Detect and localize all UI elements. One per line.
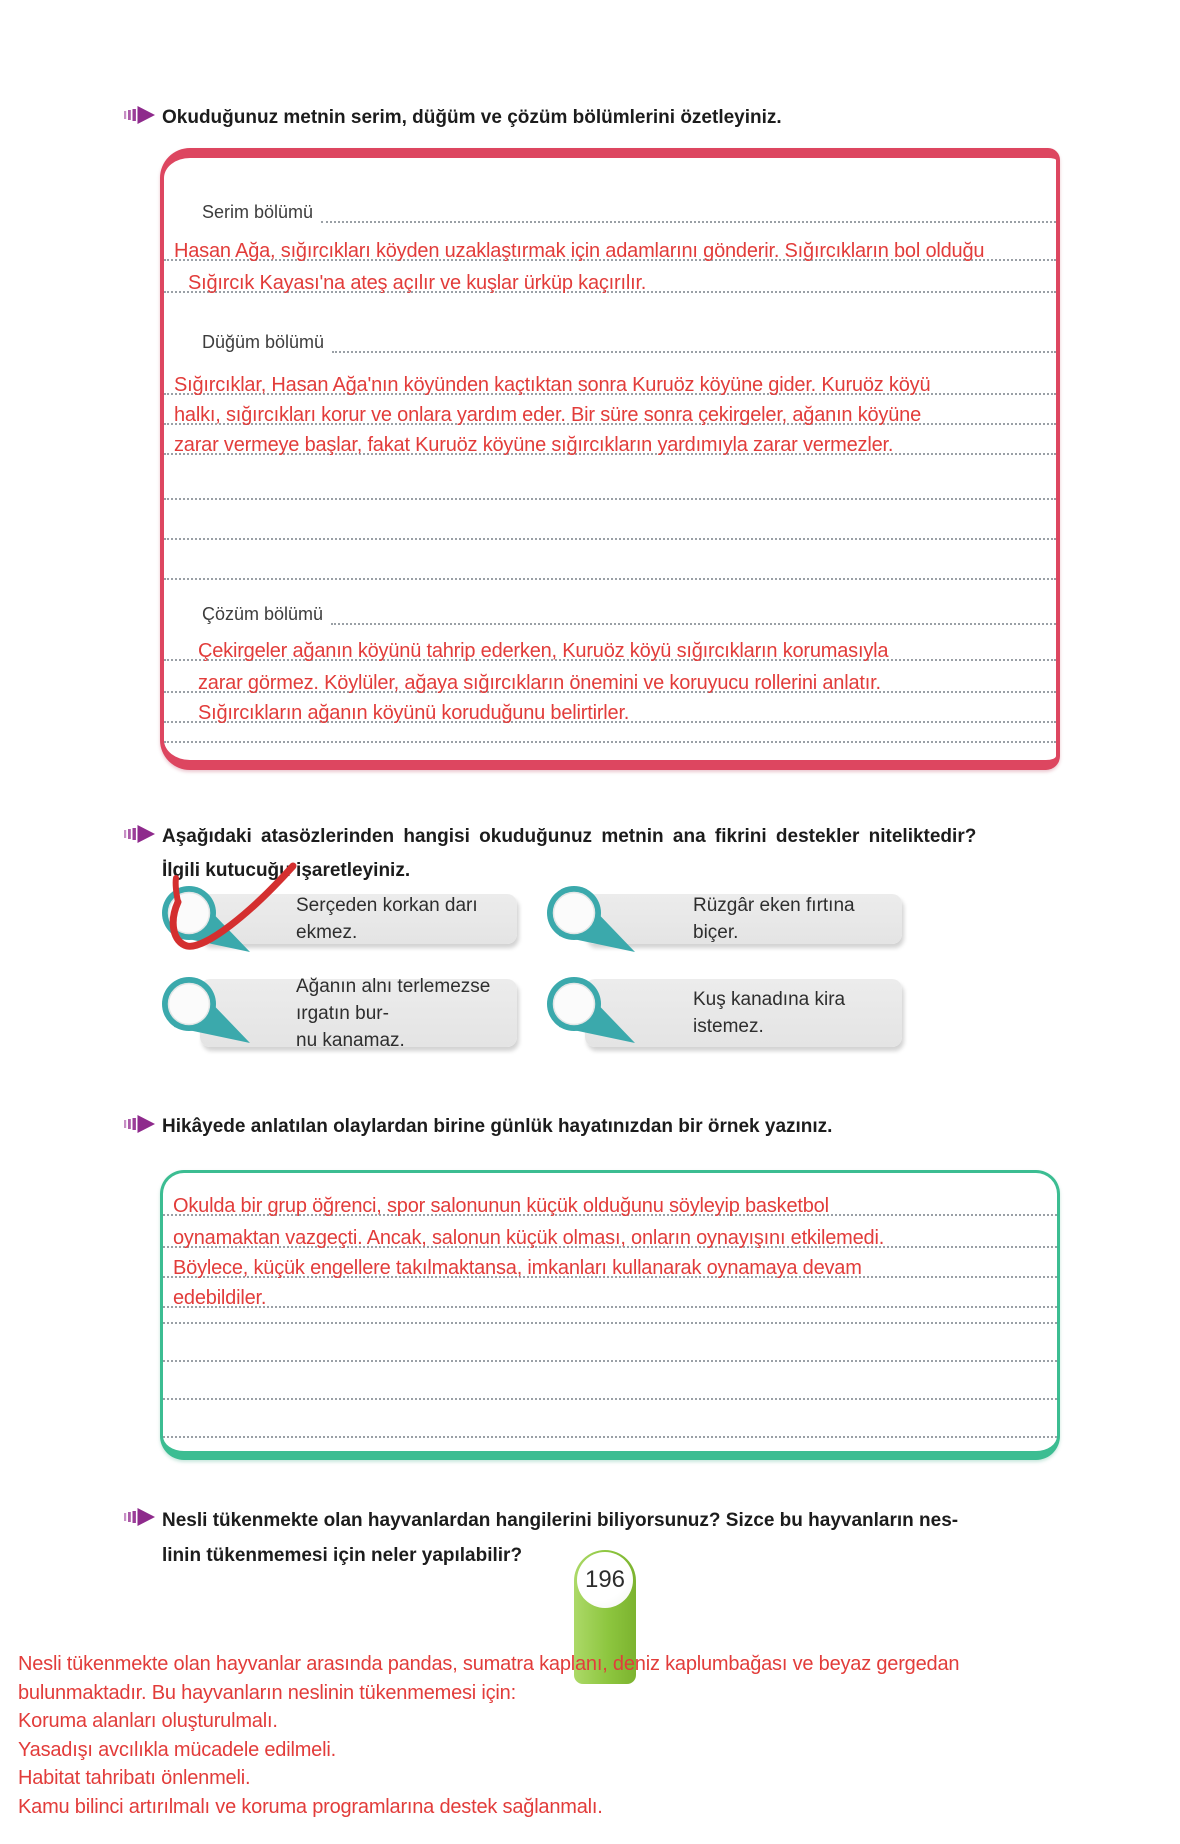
- example-answer-box: [160, 1170, 1060, 1460]
- empty-answer-line[interactable]: [163, 1358, 1057, 1400]
- red-checkmark-icon: [146, 850, 310, 960]
- answer-line[interactable]: [163, 1188, 1057, 1216]
- question-text: Nesli tükenmekte olan hayvanlardan hangilerini biliyorsunuz? Sizce bu hayvanların nes-: [162, 1510, 959, 1531]
- empty-answer-line[interactable]: [164, 498, 1056, 540]
- handwritten-answer: Sığırcık Kayası'na ateş açılır ve kuşlar ürküp kaçırılır.: [188, 272, 647, 294]
- handwritten-answer: Sığırcıklar, Hasan Ağa'nın köyünden kaçtıktan sonra Kuruöz köyüne gider. Kuruöz köyü: [174, 374, 931, 396]
- answer-line[interactable]: [164, 233, 1056, 261]
- option-label: Serçeden korkan darı ekmez.: [296, 895, 478, 943]
- teal-circle-marker-icon[interactable]: [160, 975, 256, 1047]
- question-text: Hikâyede anlatılan olaylardan birine günlük hayatınızdan bir örnek yazınız.: [162, 1116, 833, 1137]
- handwritten-answer: zarar vermeye başlar, fakat Kuruöz köyüne sığırcıkların yardımıyla zarar vermezler.: [174, 434, 894, 456]
- answer-line[interactable]: [164, 665, 1056, 693]
- extinction-handwritten-answer: [18, 1650, 959, 1822]
- teal-circle-marker-icon[interactable]: [545, 884, 641, 956]
- striped-arrow-icon: [124, 1115, 156, 1133]
- empty-answer-line[interactable]: [163, 1396, 1057, 1438]
- dotted-line: [321, 195, 1056, 223]
- question-text: Aşağıdaki atasözlerinden hangisi okuduğunuz metnin ana fikrini destekler niteliktedir?: [162, 826, 977, 847]
- handwritten-answer: zarar görmez. Köylüler, ağaya sığırcıkların önemini ve koruyucu rollerini anlatır.: [198, 672, 881, 694]
- handwritten-answer: halkı, sığırcıkları korur ve onlara yardım eder. Bir süre sonra çekirgeler, ağanın köyüne: [174, 404, 922, 426]
- answer-line[interactable]: [163, 1250, 1057, 1278]
- empty-answer-line[interactable]: [163, 1320, 1057, 1362]
- option-label: Ağanın alnı terlemezse ırgatın bur-: [296, 975, 491, 1024]
- section-label-cozum: Çözüm bölümü: [202, 604, 324, 624]
- question-text: İlgili kutucuğu işaretleyiniz.: [162, 860, 411, 881]
- question-extinction: [162, 1503, 958, 1573]
- handwritten-answer: Kamu bilinci artırılmalı ve koruma programlarına destek sağlanmalı.: [18, 1795, 603, 1818]
- handwritten-answer: oynamaktan vazgeçti. Ancak, salonun küçük olması, onların oynayışını etkilemedi.: [173, 1227, 885, 1249]
- proverb-option-2[interactable]: [545, 884, 902, 956]
- answer-line[interactable]: [164, 367, 1056, 395]
- section-label-row: [164, 327, 1056, 353]
- handwritten-answer: Yasadışı avcılıkla mücadele edilmeli.: [18, 1738, 336, 1761]
- question-text: Okuduğunuz metnin serim, düğüm ve çözüm bölümlerini özetleyiniz.: [162, 107, 782, 128]
- handwritten-answer: Nesli tükenmekte olan hayvanlar arasında pandas, sumatra kaplanı, deniz kaplumbağası ve beyaz gergedan: [18, 1653, 960, 1675]
- summary-answer-box: [160, 148, 1060, 770]
- option-label: Rüzgâr eken fırtına biçer.: [693, 895, 855, 943]
- answer-line[interactable]: [164, 265, 1056, 293]
- handwritten-answer: edebildiler.: [173, 1287, 267, 1309]
- option-label: nu kanamaz.: [296, 1029, 405, 1051]
- striped-arrow-icon: [124, 106, 156, 124]
- question-summarize: [162, 101, 782, 135]
- empty-answer-line[interactable]: [164, 458, 1056, 500]
- teal-circle-marker-icon[interactable]: [545, 975, 641, 1047]
- handwritten-answer: Böylece, küçük engellere takılmaktansa, imkanları kullanarak oynamaya devam: [173, 1257, 862, 1279]
- handwritten-answer: Habitat tahribatı önlenmeli.: [18, 1767, 251, 1790]
- answer-line[interactable]: [164, 427, 1056, 455]
- answer-line[interactable]: [164, 695, 1056, 723]
- answer-line[interactable]: [164, 633, 1056, 661]
- dotted-line: [332, 325, 1056, 353]
- empty-answer-line[interactable]: [164, 724, 1056, 743]
- empty-answer-line[interactable]: [164, 538, 1056, 580]
- striped-arrow-icon: [124, 825, 156, 843]
- dotted-line: [331, 597, 1056, 625]
- handwritten-answer: bulunmaktadır. Bu hayvanların neslinin tükenmemesi için:: [18, 1681, 516, 1704]
- question-example: [162, 1110, 832, 1144]
- question-text: linin tükenmemesi için neler yapılabilir?: [162, 1545, 523, 1566]
- handwritten-answer: Hasan Ağa, sığırcıkları köyden uzaklaştırmak için adamlarını gönderir. Sığırcıkların bol olduğu: [174, 240, 985, 262]
- striped-arrow-icon: [124, 1508, 156, 1526]
- proverb-option-3[interactable]: [160, 975, 517, 1065]
- page-number: 196: [577, 1552, 633, 1608]
- section-label-dugum: Düğüm bölümü: [202, 332, 325, 352]
- section-label-serim: Serim bölümü: [202, 202, 314, 222]
- answer-line[interactable]: [163, 1220, 1057, 1248]
- handwritten-answer: Koruma alanları oluşturulmalı.: [18, 1710, 278, 1733]
- section-label-row: [164, 197, 1056, 223]
- answer-line[interactable]: [164, 397, 1056, 425]
- handwritten-answer: Çekirgeler ağanın köyünü tahrip ederken, Kuruöz köyü sığırcıkların korumasıyla: [198, 640, 889, 662]
- handwritten-answer: Sığırcıkların ağanın köyünü koruduğunu belirtirler.: [198, 702, 630, 724]
- handwritten-answer: Okulda bir grup öğrenci, spor salonunun küçük olduğunu söyleyip basketbol: [173, 1195, 829, 1217]
- proverb-option-4[interactable]: [545, 975, 902, 1065]
- section-label-row: [164, 599, 1056, 625]
- option-label: Kuş kanadına kira istemez.: [693, 989, 846, 1037]
- answer-line[interactable]: [163, 1280, 1057, 1308]
